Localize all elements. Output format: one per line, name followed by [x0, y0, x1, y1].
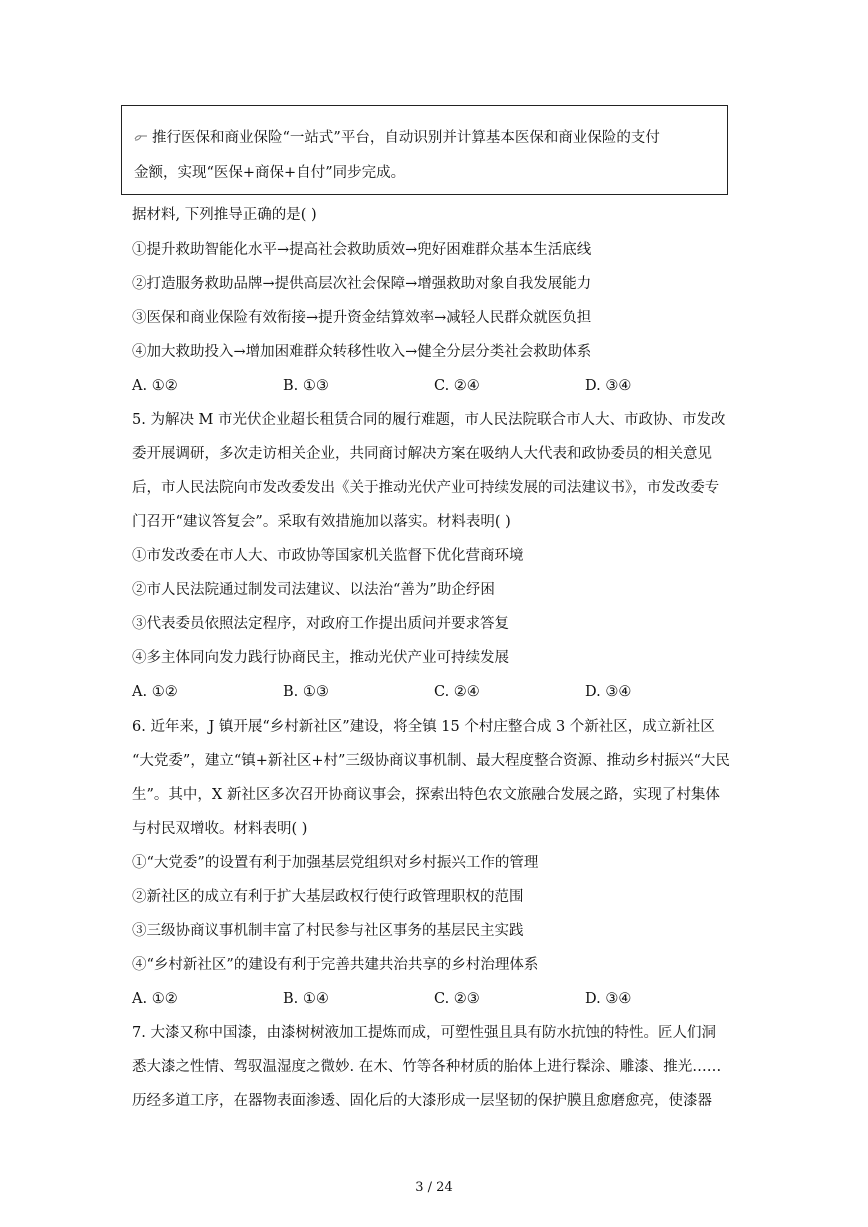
- q4-item-3: ③医保和商业保险有效衔接→提升资金结算效率→减轻人民群众就医负担: [132, 310, 592, 326]
- q6-stem-line-2: “大党委”，建立“镇+新社区+村”三级协商议事机制、最大程度整合资源、推动乡村振兴“大民: [132, 753, 730, 769]
- q5-option-d: D. ③④: [585, 684, 632, 700]
- q4-item-4: ④加大救助投入→增加困难群众转移性收入→健全分层分类社会救助体系: [132, 344, 592, 360]
- q5-option-c: C. ②④: [434, 684, 480, 700]
- q4-option-a: A. ①②: [132, 378, 178, 394]
- q6-stem-line-1: 6. 近年来，J 镇开展“乡村新社区”建设，将全镇 15 个村庄整合成 3 个新社区，成立新社区: [132, 719, 715, 735]
- q5-item-1: ①市发改委在市人大、市政协等国家机关监督下优化营商环境: [132, 548, 524, 564]
- q6-item-4: ④“乡村新社区”的建设有利于完善共建共治共享的乡村治理体系: [132, 957, 539, 973]
- q5-option-a: A. ①②: [132, 684, 178, 700]
- q5-stem-line-4: 门召开“建议答复会”。采取有效措施加以落实。材料表明( ): [132, 514, 511, 530]
- q6-option-b: B. ①④: [283, 991, 329, 1007]
- material-line-1: 推行医保和商业保险“一站式”平台，自动识别并计算基本医保和商业保险的支付: [152, 130, 660, 146]
- q4-option-d: D. ③④: [585, 378, 632, 394]
- q7-stem-line-3: 历经多道工序，在器物表面渗透、固化后的大漆形成一层坚韧的保护膜且愈磨愈亮，使漆器: [132, 1093, 712, 1109]
- q6-item-1: ①“大党委”的设置有利于加强基层党组织对乡村振兴工作的管理: [132, 855, 539, 871]
- q6-option-a: A. ①②: [132, 991, 178, 1007]
- q4-option-b: B. ①③: [283, 378, 329, 394]
- material-line-2: 金额，实现“医保+商保+自付”同步完成。: [134, 165, 406, 181]
- q4-item-1: ①提升救助智能化水平→提高社会救助质效→兜好困难群众基本生活底线: [132, 242, 592, 258]
- page-number: 3 / 24: [415, 1180, 453, 1195]
- material-box: [121, 105, 728, 195]
- q5-item-3: ③代表委员依照法定程序，对政府工作提出质问并要求答复: [132, 616, 509, 632]
- q5-item-2: ②市人民法院通过制发司法建议、以法治“善为”助企纾困: [132, 582, 495, 598]
- q5-stem-line-3: 后，市人民法院向市发改委发出《关于推动光伏产业可持续发展的司法建议书》，市发改委专: [132, 480, 720, 496]
- q6-stem-line-3: 生”。其中，X 新社区多次召开协商议事会，探索出特色农文旅融合发展之路，实现了村集体: [132, 787, 720, 803]
- q4-item-2: ②打造服务救助品牌→提供高层次社会保障→增强救助对象自我发展能力: [132, 276, 592, 292]
- q6-item-3: ③三级协商议事机制丰富了村民参与社区事务的基层民主实践: [132, 923, 524, 939]
- q4-option-c: C. ②④: [434, 378, 480, 394]
- q5-option-b: B. ①③: [283, 684, 329, 700]
- q6-option-d: D. ③④: [585, 991, 632, 1007]
- q5-stem-line-1: 5. 为解决 M 市光伏企业超长租赁合同的履行难题，市人民法院联合市人大、市政协、市发改: [132, 412, 726, 428]
- pointing-hand-icon: [134, 133, 148, 143]
- q6-stem-line-4: 与村民双增收。材料表明( ): [132, 821, 308, 837]
- q6-option-c: C. ②③: [434, 991, 480, 1007]
- q6-item-2: ②新社区的成立有利于扩大基层政权行使行政管理职权的范围: [132, 889, 524, 905]
- q5-stem-line-2: 委开展调研，多次走访相关企业，共同商讨解决方案在吸纳人大代表和政协委员的相关意见: [132, 446, 712, 462]
- q7-stem-line-1: 7. 大漆又称中国漆，由漆树树液加工提炼而成，可塑性强且具有防水抗蚀的特性。匠人们洞: [132, 1025, 716, 1041]
- q5-item-4: ④多主体同向发力践行协商民主，推动光伏产业可持续发展: [132, 650, 509, 666]
- q4-stem: 据材料, 下列推导正确的是( ): [132, 207, 317, 223]
- q7-stem-line-2: 悉大漆之性情、驾驭温湿度之微妙. 在木、竹等各种材质的胎体上进行髹涂、雕漆、推光……: [132, 1059, 722, 1075]
